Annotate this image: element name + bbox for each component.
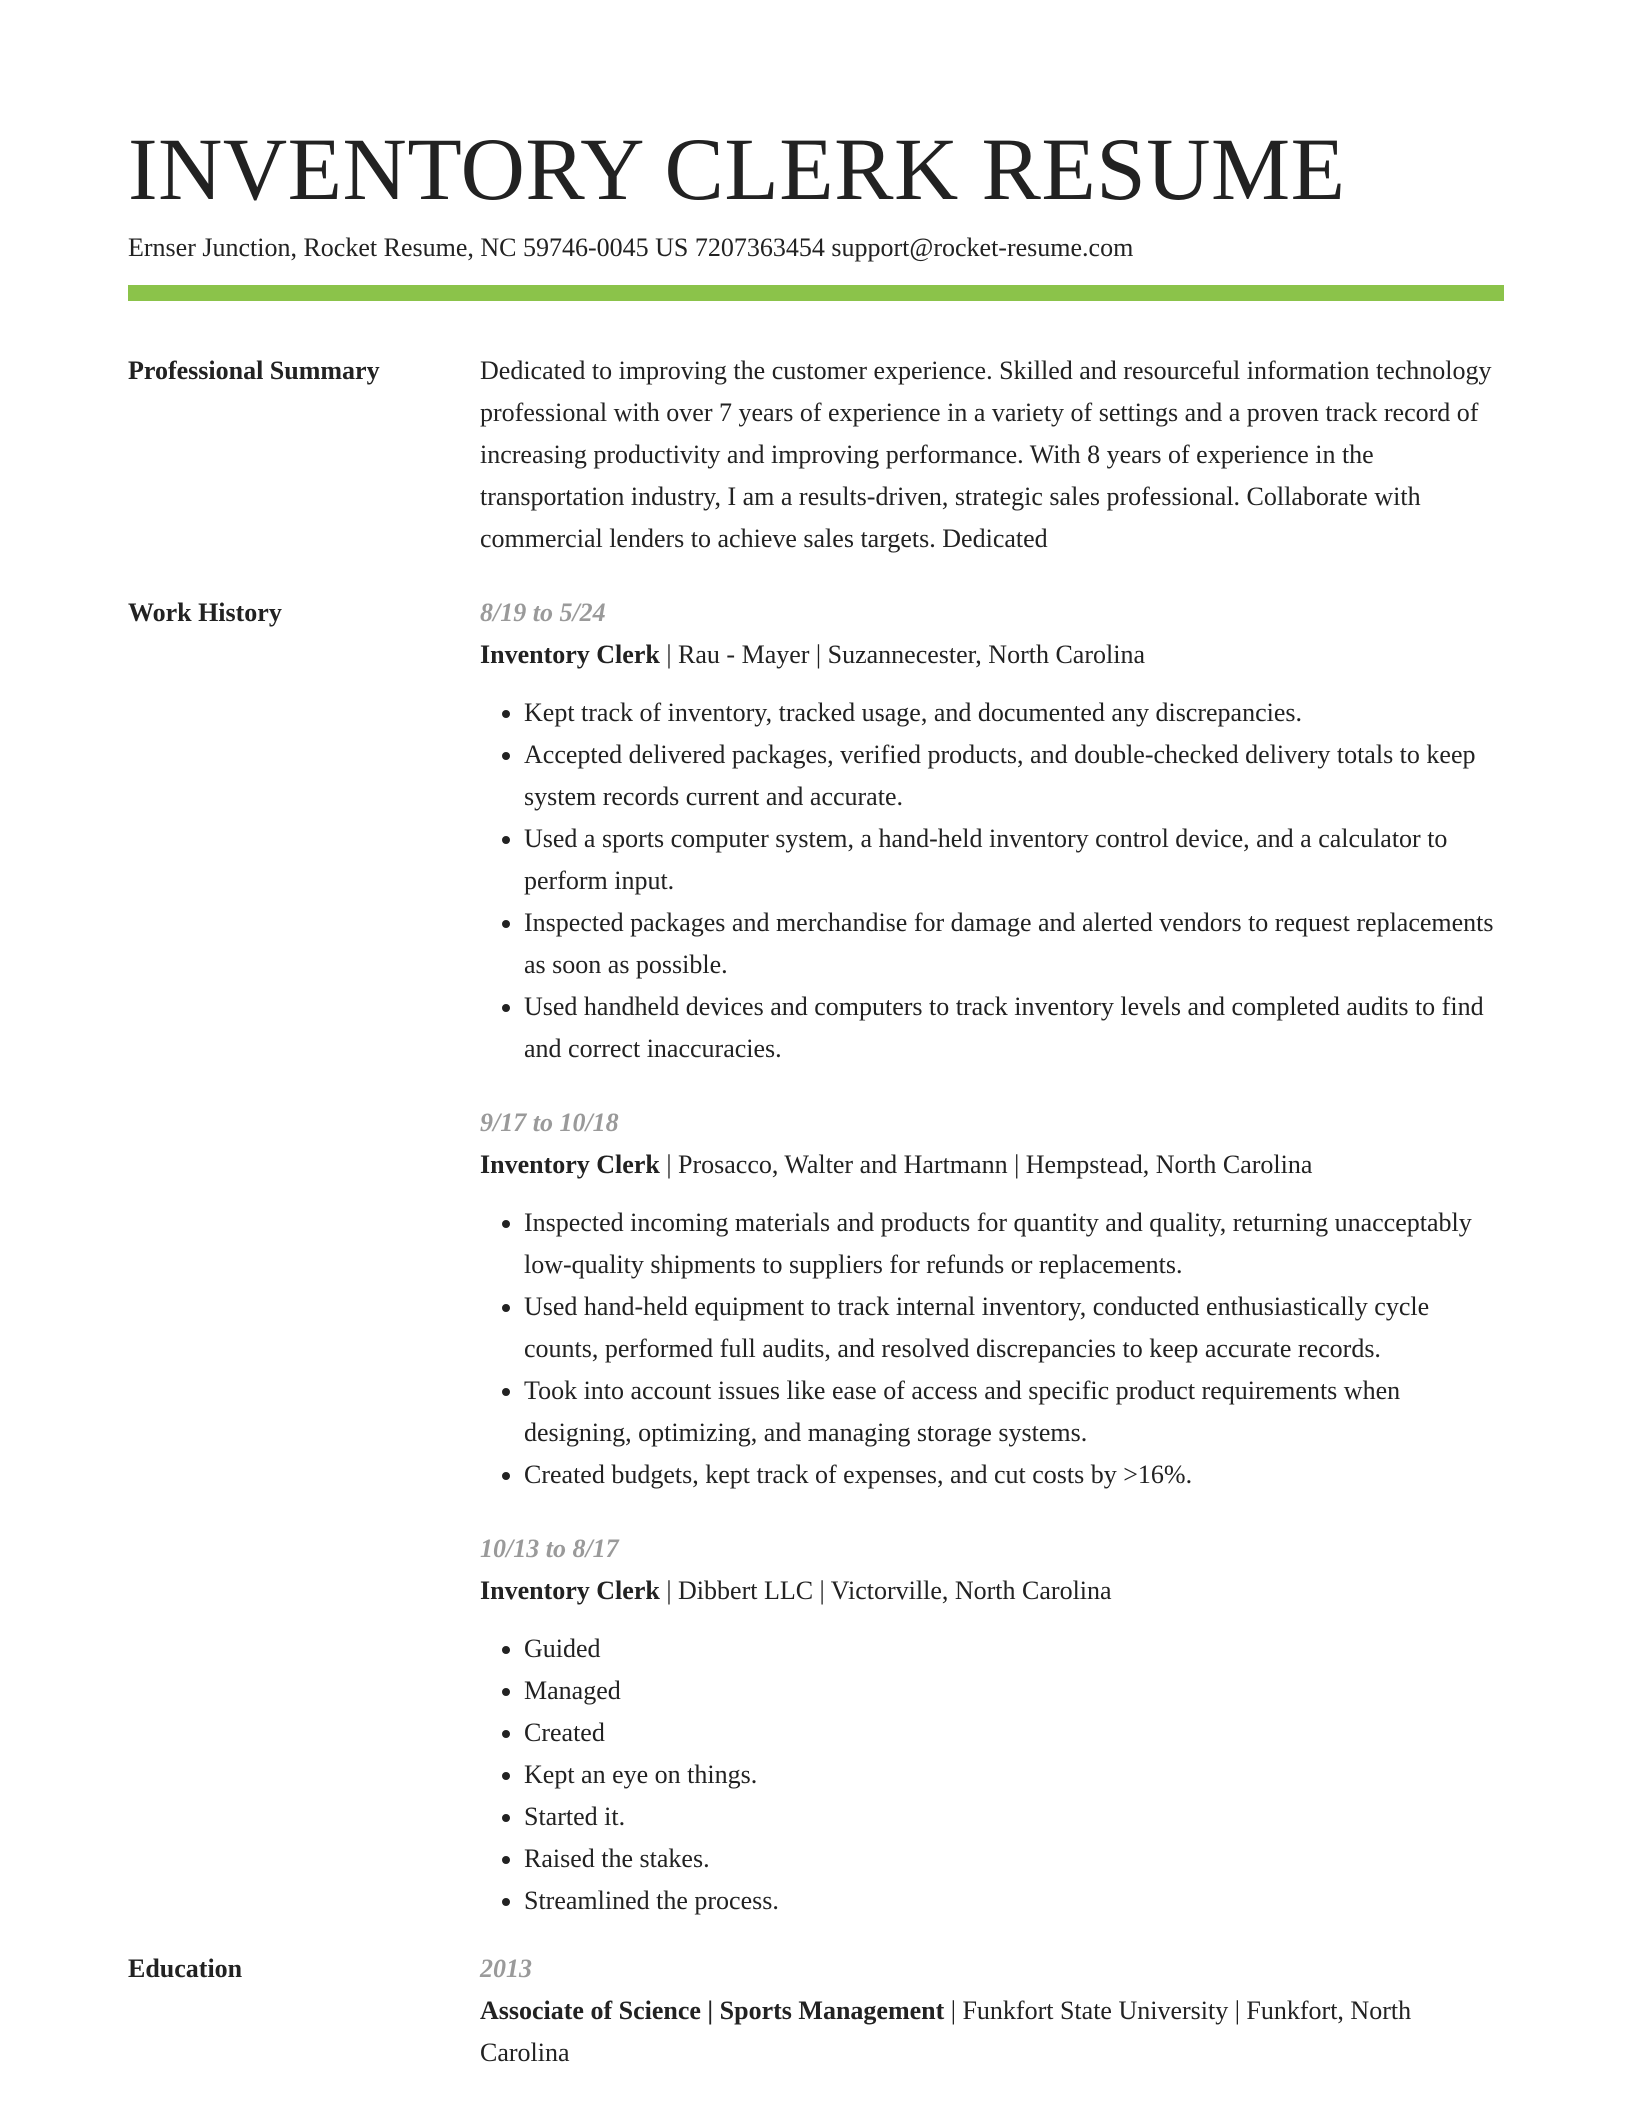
job-employer-location: | Dibbert LLC | Victorville, North Carolina — [659, 1576, 1112, 1605]
job-bullet: • Created — [524, 1712, 1504, 1754]
job-bullet: • Accepted delivered packages, verified products, and double-checked delivery totals to keep system records current and accurate. — [524, 734, 1504, 818]
job-bullet: • Took into account issues like ease of access and specific product requirements when designing, optimizing, and managing storage systems. — [524, 1370, 1504, 1454]
job-employer-location: | Rau - Mayer | Suzannecester, North Carolina — [659, 640, 1145, 669]
contact-line: Ernser Junction, Rocket Resume, NC 59746-0045 US 7207363454 support@rocket-resume.com — [128, 233, 1134, 262]
job-bullet: • Used handheld devices and computers to track inventory levels and completed audits to find and correct inaccuracies. — [524, 986, 1504, 1070]
section-label-education: Education — [128, 1954, 243, 1983]
work-history-body — [480, 592, 1504, 1922]
job-bullet: • Inspected packages and merchandise for damage and alerted vendors to request replacements as soon as possible. — [524, 902, 1504, 986]
job-heading — [480, 1144, 1504, 1186]
summary-section — [128, 350, 1504, 592]
job-entry — [480, 592, 1504, 1070]
header-divider — [128, 285, 1504, 301]
job-entry — [480, 1102, 1504, 1496]
job-dates: 9/17 to 10/18 — [480, 1108, 619, 1137]
section-label-work-history: Work History — [128, 598, 282, 627]
work-history-section — [128, 592, 1504, 1948]
degree-title: Associate of Science | Sports Management — [480, 1996, 945, 2025]
job-heading — [480, 634, 1504, 676]
job-heading — [480, 1570, 1504, 1612]
resume-title: INVENTORY CLERK RESUME — [128, 121, 1346, 219]
job-entry — [480, 1528, 1504, 1922]
job-bullet: • Used hand-held equipment to track internal inventory, conducted enthusiastically cycle counts, performed full audits, and resolved discrepancies to keep accurate records. — [524, 1286, 1504, 1370]
job-bullet: • Kept an eye on things. — [524, 1754, 1504, 1796]
education-body — [480, 1948, 1504, 2074]
job-bullets — [480, 1202, 1504, 1496]
job-bullet: • Created budgets, kept track of expenses, and cut costs by >16%. — [524, 1454, 1504, 1496]
job-bullet: • Inspected incoming materials and products for quantity and quality, returning unacceptably low-quality shipments to suppliers for refunds or replacements. — [524, 1202, 1504, 1286]
job-bullet: • Managed — [524, 1670, 1504, 1712]
job-dates: 10/13 to 8/17 — [480, 1534, 619, 1563]
job-bullet: • Guided — [524, 1628, 1504, 1670]
education-section — [128, 1948, 1504, 2074]
education-heading — [480, 1990, 1504, 2074]
job-title: Inventory Clerk — [480, 1576, 660, 1605]
job-bullets — [480, 1628, 1504, 1922]
resume-content — [128, 350, 1504, 2074]
job-bullet: • Raised the stakes. — [524, 1838, 1504, 1880]
section-label-summary: Professional Summary — [128, 356, 380, 385]
job-title: Inventory Clerk — [480, 640, 660, 669]
school-location: | Funkfort State University | Funkfort, North Carolina — [480, 1996, 1412, 2067]
job-bullet: • Streamlined the process. — [524, 1880, 1504, 1922]
summary-text: Dedicated to improving the customer experience. Skilled and resourceful information technology professional with over 7 years of experience in a variety of settings and a proven track record of increasing productivity and improving performance. With 8 years of experience in the transportation industry, I am a results-driven, strategic sales professional. Collaborate with commercial lenders to achieve sales targets. Dedicated — [480, 356, 1492, 553]
education-year: 2013 — [480, 1954, 532, 1983]
job-bullet: • Started it. — [524, 1796, 1504, 1838]
job-title: Inventory Clerk — [480, 1150, 660, 1179]
job-dates: 8/19 to 5/24 — [480, 598, 606, 627]
job-bullet: • Used a sports computer system, a hand-held inventory control device, and a calculator to perform input. — [524, 818, 1504, 902]
job-bullet: • Kept track of inventory, tracked usage, and documented any discrepancies. — [524, 692, 1504, 734]
job-bullets — [480, 692, 1504, 1070]
job-employer-location: | Prosacco, Walter and Hartmann | Hempstead, North Carolina — [659, 1150, 1313, 1179]
summary-body — [480, 350, 1504, 560]
